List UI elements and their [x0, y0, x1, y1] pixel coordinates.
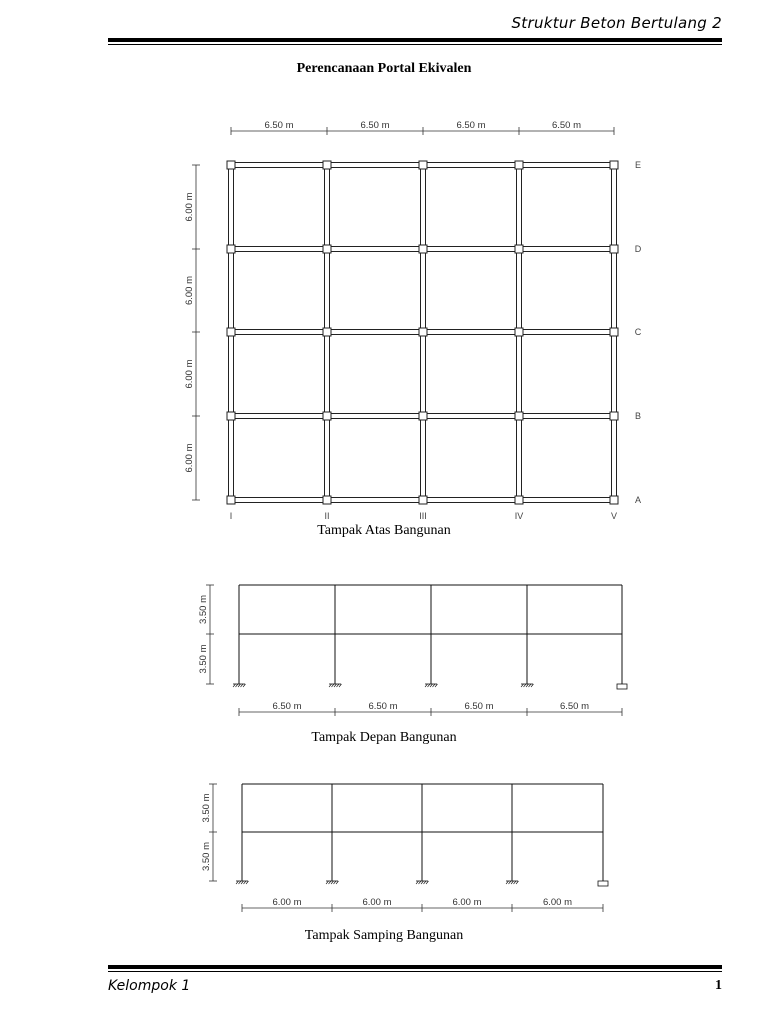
span-label: 6.50 m — [464, 701, 494, 712]
plan-span-label: 6.50 m — [264, 120, 294, 131]
support-hatch — [233, 684, 236, 687]
support-hatch — [424, 881, 427, 884]
span-label: 6.50 m — [272, 701, 302, 712]
footer-rule-thin — [108, 971, 722, 972]
story-height-label: 3.50 m — [198, 644, 209, 674]
support-hatch — [516, 881, 519, 884]
plan-column — [610, 496, 618, 504]
support-hatch — [511, 881, 514, 884]
plan-height-label: 6.00 m — [184, 192, 195, 222]
support-hatch — [425, 684, 428, 687]
plan-column — [610, 245, 618, 253]
plan-column — [419, 328, 427, 336]
story-height-label: 3.50 m — [201, 841, 212, 872]
support-hatch — [236, 881, 239, 884]
document-title: Perencanaan Portal Ekivalen — [296, 61, 472, 76]
story-height-label: 3.50 m — [198, 594, 209, 625]
support-hatch — [435, 684, 438, 687]
support-hatch — [326, 881, 329, 884]
support-hatch — [419, 881, 422, 884]
plan-column — [419, 245, 427, 253]
support-hatch — [416, 881, 419, 884]
plan-column — [323, 328, 331, 336]
support-hatch — [529, 684, 532, 687]
support-hatch — [241, 684, 244, 687]
support-hatch — [331, 881, 334, 884]
plan-column — [227, 161, 235, 169]
plan-column — [419, 161, 427, 169]
support-hatch — [514, 881, 517, 884]
support-hatch — [433, 684, 436, 687]
plan-axis-label-y: E — [634, 160, 642, 170]
plan-axis-label-x: I — [229, 511, 233, 521]
plan-span-label: 6.50 m — [551, 120, 582, 131]
span-label: 6.00 m — [272, 897, 302, 908]
plan-axis-label-y: A — [634, 495, 642, 505]
story-height-label: 3.50 m — [201, 793, 212, 823]
support-hatch — [239, 881, 242, 884]
plan-column — [227, 496, 235, 504]
fixed-support — [617, 684, 627, 689]
plan-caption: Tampak Atas Bangunan — [317, 523, 451, 538]
support-hatch — [524, 684, 527, 687]
plan-column — [323, 245, 331, 253]
span-label: 6.00 m — [542, 897, 573, 908]
plan-height-label: 6.00 m — [184, 359, 195, 389]
support-hatch — [329, 684, 332, 687]
support-hatch — [509, 881, 512, 884]
plan-column — [323, 496, 331, 504]
support-hatch — [246, 881, 249, 884]
side-caption: Tampak Samping Bangunan — [304, 928, 464, 943]
plan-column — [515, 245, 523, 253]
plan-grid — [184, 120, 642, 521]
plan-column — [227, 412, 235, 420]
span-label: 6.00 m — [362, 897, 392, 908]
plan-span-label: 6.50 m — [456, 120, 486, 131]
support-hatch — [428, 684, 431, 687]
page-number: 1 — [715, 978, 722, 993]
support-hatch — [244, 881, 247, 884]
support-hatch — [531, 684, 534, 687]
support-hatch — [236, 684, 239, 687]
plan-column — [610, 328, 618, 336]
support-hatch — [243, 684, 246, 687]
support-hatch — [332, 684, 335, 687]
support-hatch — [238, 684, 241, 687]
plan-column — [515, 161, 523, 169]
plan-column — [515, 328, 523, 336]
support-hatch — [339, 684, 342, 687]
plan-column — [419, 412, 427, 420]
plan-height-label: 6.00 m — [184, 443, 195, 473]
plan-axis-label-x: III — [419, 511, 427, 521]
header-title: Struktur Beton Bertulang 2 — [511, 14, 722, 32]
support-hatch — [334, 881, 337, 884]
footer-rule — [108, 965, 722, 969]
support-hatch — [430, 684, 433, 687]
span-label: 6.00 m — [452, 897, 482, 908]
support-hatch — [506, 881, 509, 884]
plan-axis-label-y: B — [634, 411, 642, 421]
plan-axis-label-x: V — [610, 511, 618, 521]
span-label: 6.50 m — [368, 701, 398, 712]
plan-axis-label-y: D — [634, 244, 642, 254]
support-hatch — [521, 684, 524, 687]
support-hatch — [334, 684, 337, 687]
front-caption: Tampak Depan Bangunan — [311, 730, 457, 745]
footer-group-label: Kelompok 1 — [108, 978, 191, 994]
side-elevation — [201, 784, 608, 912]
fixed-support — [598, 881, 608, 886]
plan-axis-label-x: II — [324, 511, 330, 521]
support-hatch — [336, 881, 339, 884]
support-hatch — [526, 684, 529, 687]
plan-column — [323, 161, 331, 169]
span-label: 6.50 m — [559, 701, 590, 712]
plan-column — [227, 328, 235, 336]
support-hatch — [426, 881, 429, 884]
plan-span-label: 6.50 m — [360, 120, 390, 131]
plan-column — [227, 245, 235, 253]
plan-column — [610, 412, 618, 420]
plan-column — [610, 161, 618, 169]
plan-column — [323, 412, 331, 420]
support-hatch — [329, 881, 332, 884]
plan-axis-label-y: C — [634, 327, 642, 337]
plan-column — [515, 412, 523, 420]
plan-height-label: 6.00 m — [184, 275, 195, 306]
plan-column — [419, 496, 427, 504]
support-hatch — [421, 881, 424, 884]
support-hatch — [241, 881, 244, 884]
front-elevation — [198, 585, 627, 716]
support-hatch — [337, 684, 340, 687]
plan-column — [515, 496, 523, 504]
plan-axis-label-x: IV — [514, 511, 524, 521]
